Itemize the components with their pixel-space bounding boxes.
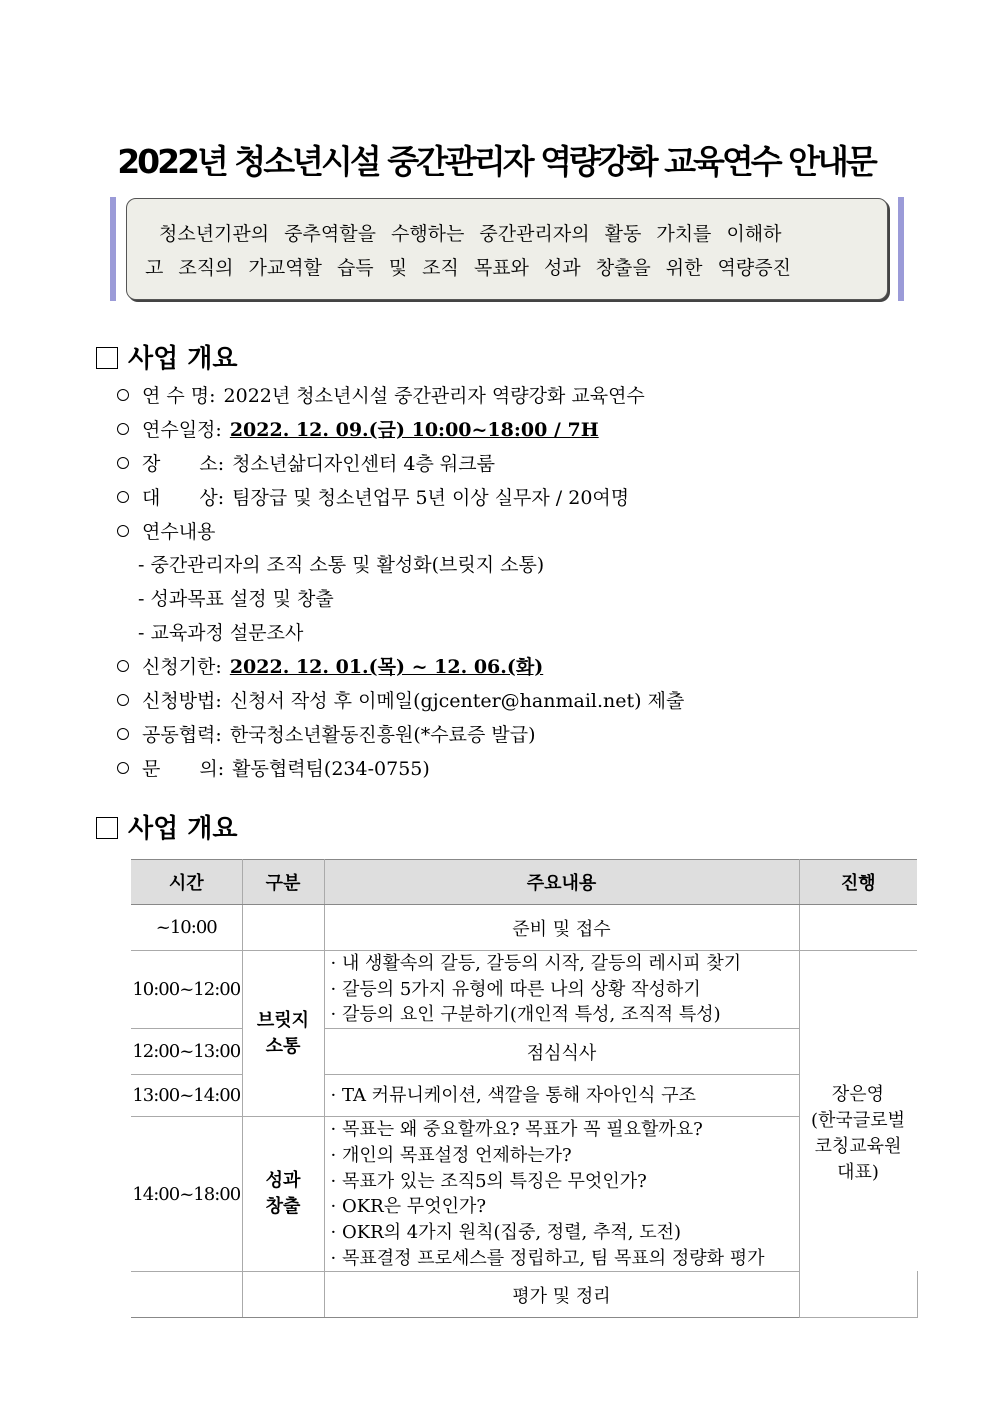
table-row: [131, 905, 917, 951]
presenter-line: 대표): [837, 1162, 879, 1184]
checkbox-square-icon: [96, 347, 118, 369]
schedule-table: [131, 859, 917, 1318]
item-value: 신청서 작성 후 이메일(gjcenter@hanmail.net) 제출: [229, 690, 685, 712]
time-cell: 12:00~13:00: [131, 1029, 242, 1075]
content-cell: 점심식사: [324, 1029, 799, 1075]
category-bridge-communication: [242, 951, 324, 1117]
item-value: 2022. 12. 09.(금) 10:00~18:00 / 7H: [229, 419, 599, 441]
circle-bullet-icon: [117, 728, 129, 740]
circle-bullet-icon: [117, 660, 129, 672]
bullet-item: · 개인의 목표설정 언제하는가?: [330, 1144, 572, 1166]
item-value: 청소년삶디자인센터 4층 워크룸: [232, 453, 495, 475]
section-title: 사업 개요: [128, 814, 238, 844]
bullet-item: · 갈등의 요인 구분하기(개인적 특성, 조직적 특성): [330, 1004, 721, 1026]
header-category: 구분: [242, 860, 324, 905]
overview-item-content: [117, 517, 215, 544]
section-heading-program: [96, 808, 238, 845]
bullet-item: · 목표가 있는 조직5의 특징은 무엇인가?: [330, 1170, 647, 1192]
circle-bullet-icon: [117, 389, 129, 401]
header-content: 주요내용: [324, 860, 799, 905]
item-value: 활동협력팀(234-0755): [232, 758, 430, 780]
circle-bullet-icon: [117, 762, 129, 774]
table-header-row: [131, 860, 917, 905]
content-cell: 준비 및 접수: [324, 905, 799, 951]
bullet-item: · OKR은 무엇인가?: [330, 1196, 487, 1218]
goal-box: [126, 198, 888, 300]
category-line: 창출: [265, 1196, 301, 1218]
time-cell: 10:00~12:00: [131, 951, 242, 1029]
category-line: 소통: [265, 1035, 301, 1057]
content-cell: [324, 951, 799, 1029]
presenter-line: 코칭교육원: [814, 1136, 902, 1158]
goal-banner: [108, 197, 906, 303]
time-cell: ~10:00: [131, 905, 242, 951]
item-label: 장 소:: [142, 453, 225, 475]
presenter-line: (한국글로벌: [811, 1110, 905, 1132]
item-label: 공동협력:: [142, 724, 222, 746]
goal-left-bar: [110, 197, 116, 301]
overview-item-target: [117, 483, 629, 510]
content-subitem: - 교육과정 설문조사: [138, 622, 304, 644]
item-label: 대 상:: [142, 487, 225, 509]
item-label: 연수일정:: [142, 419, 222, 441]
section-title: 사업 개요: [128, 344, 238, 374]
bullet-item: · TA 커뮤니케이션, 색깔을 통해 자아인식 구조: [330, 1084, 696, 1106]
category-cell: [242, 1272, 324, 1318]
circle-bullet-icon: [117, 525, 129, 537]
bullet-item: · 목표는 왜 중요할까요? 목표가 꼭 필요할까요?: [330, 1119, 703, 1141]
overview-item-place: [117, 449, 495, 476]
header-time: 시간: [131, 860, 242, 905]
time-cell: 14:00~18:00: [131, 1117, 242, 1272]
header-presenter: 진행: [799, 860, 917, 905]
bullet-item: · 목표결정 프로세스를 정립하고, 팀 목표의 정량화 평가: [330, 1247, 765, 1269]
bullet-item: · 갈등의 5가지 유형에 따른 나의 상황 작성하기: [330, 978, 701, 1000]
presenter-line: 장은영: [831, 1084, 885, 1106]
table-row: [131, 951, 917, 1029]
item-value: 팀장급 및 청소년업무 5년 이상 실무자 / 20여명: [232, 487, 630, 509]
goal-right-bar: [898, 197, 904, 301]
overview-item-deadline: [117, 652, 543, 679]
content-cell: [324, 1117, 799, 1272]
overview-item-contact: [117, 754, 430, 781]
presenter-cell: [799, 905, 917, 951]
category-cell: [242, 905, 324, 951]
circle-bullet-icon: [117, 423, 129, 435]
circle-bullet-icon: [117, 457, 129, 469]
item-value: 2022. 12. 01.(목) ~ 12. 06.(화): [229, 656, 544, 678]
goal-line-1: 청소년기관의 중추역할을 수행하는 중간관리자의 활동 가치를 이해하: [159, 223, 782, 245]
circle-bullet-icon: [117, 491, 129, 503]
time-cell: [131, 1272, 242, 1318]
item-label: 연수내용: [142, 521, 216, 543]
item-label: 신청방법:: [142, 690, 222, 712]
item-label: 문 의:: [142, 758, 225, 780]
document-title: 2022년 청소년시설 중간관리자 역량강화 교육연수 안내문: [117, 142, 875, 181]
content-cell: 평가 및 정리: [324, 1272, 799, 1318]
overview-item-schedule: [117, 415, 599, 442]
overview-item-partner: [117, 720, 536, 747]
category-performance-creation: [242, 1117, 324, 1272]
item-value: 2022년 청소년시설 중간관리자 역량강화 교육연수: [223, 385, 645, 407]
section-heading-overview: [96, 338, 238, 375]
content-subitem: - 성과목표 설정 및 창출: [138, 588, 334, 610]
overview-item-method: [117, 686, 684, 713]
category-line: 브릿지: [256, 1009, 310, 1031]
overview-item-name: [117, 381, 645, 408]
goal-line-2: 고 조직의 가교역할 습득 및 조직 목표와 성과 창출을 위한 역량증진: [145, 257, 791, 279]
circle-bullet-icon: [117, 694, 129, 706]
bullet-item: · OKR의 4가지 원칙(집중, 정렬, 추적, 도전): [330, 1221, 682, 1243]
content-subitem: - 중간관리자의 조직 소통 및 활성화(브릿지 소통): [138, 554, 545, 576]
checkbox-square-icon: [96, 817, 118, 839]
item-value: 한국청소년활동진흥원(*수료증 발급): [229, 724, 536, 746]
content-cell: [324, 1075, 799, 1117]
time-cell: 13:00~14:00: [131, 1075, 242, 1117]
presenter-cell: [799, 951, 917, 1318]
item-label: 신청기한:: [142, 656, 222, 678]
bullet-item: · 내 생활속의 갈등, 갈등의 시작, 갈등의 레시피 찾기: [330, 953, 742, 974]
item-label: 연 수 명:: [142, 385, 216, 407]
category-line: 성과: [265, 1170, 301, 1192]
